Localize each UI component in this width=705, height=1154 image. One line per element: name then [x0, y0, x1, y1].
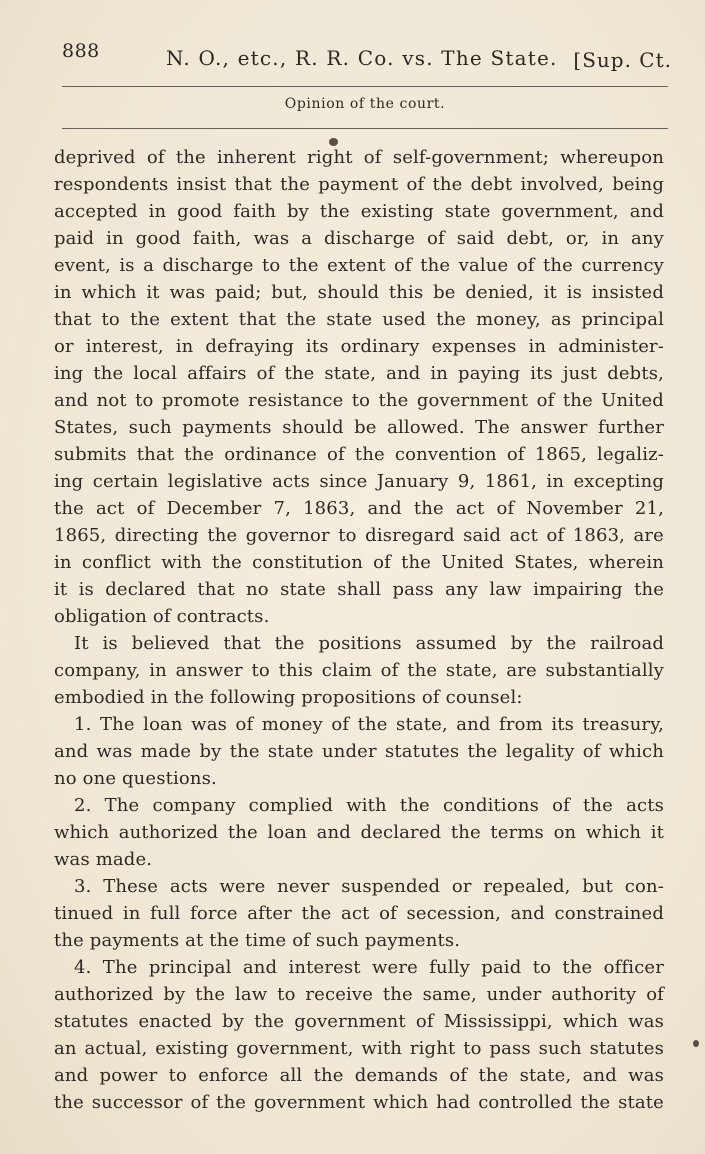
text-line: event, is a discharge to the extent of the value of the currency [54, 255, 664, 276]
page-number: 888 [62, 40, 100, 62]
text-line: paid in good faith, was a discharge of said debt, or, in any [54, 228, 664, 249]
text-line: and not to promote resistance to the government of the United [54, 390, 664, 411]
running-header [62, 40, 672, 74]
text-line: the successor of the government which had controlled the state [54, 1092, 664, 1113]
text-line: accepted in good faith by the existing state government, and [54, 201, 664, 222]
ink-spot [693, 1040, 699, 1047]
text-line: and power to enforce all the demands of the state, and was [54, 1065, 664, 1086]
text-line: which authorized the loan and declared the terms on which it [54, 822, 664, 843]
text-line: obligation of contracts. [54, 606, 270, 627]
text-line: it is declared that no state shall pass any law impairing the [54, 579, 664, 600]
text-line: 4. The principal and interest were fully paid to the officer [74, 957, 664, 978]
text-line: 1865, directing the governor to disregard said act of 1863, are [54, 525, 664, 546]
text-line: submits that the ordinance of the convention of 1865, legaliz- [54, 444, 664, 465]
opinion-text [54, 144, 664, 1116]
text-line: company, in answer to this claim of the state, are substantially [54, 660, 664, 681]
section-label: Opinion of the court. [284, 96, 446, 112]
text-line: ing certain legislative acts since January 9, 1861, in excepting [54, 471, 664, 492]
text-line: statutes enacted by the government of Mississippi, which was [54, 1011, 664, 1032]
text-line: the payments at the time of such payments. [54, 930, 461, 951]
text-line: in conflict with the constitution of the United States, wherein [54, 552, 664, 573]
text-line: deprived of the inherent right of self-government; whereupon [54, 147, 664, 168]
section-rule [62, 128, 668, 129]
text-line: ing the local affairs of the state, and in paying its just debts, [54, 363, 664, 384]
text-line: tinued in full force after the act of secession, and constrained [54, 903, 664, 924]
text-line: authorized by the law to receive the same, under authority of [54, 984, 664, 1005]
text-line: an actual, existing government, with right to pass such statutes [54, 1038, 664, 1059]
text-line: 2. The company complied with the conditions of the acts [74, 795, 664, 816]
text-line: States, such payments should be allowed. The answer further [54, 417, 664, 438]
text-line: and was made by the state under statutes the legality of which [54, 741, 664, 762]
text-line: embodied in the following propositions of counsel: [54, 687, 523, 708]
court-tag: [Sup. Ct. [573, 48, 672, 72]
text-line: was made. [54, 849, 153, 870]
text-line: or interest, in defraying its ordinary expenses in administer- [54, 336, 664, 357]
text-line: no one questions. [54, 768, 217, 789]
ink-spot [329, 138, 338, 146]
text-line: 1. The loan was of money of the state, and from its treasury, [74, 714, 664, 735]
text-line: that to the extent that the state used the money, as principal [54, 309, 664, 330]
text-line: It is believed that the positions assumed by the railroad [74, 633, 664, 654]
text-line: respondents insist that the payment of the debt involved, being [54, 174, 664, 195]
running-title: N. O., etc., R. R. Co. vs. The State. [166, 46, 558, 70]
text-line: in which it was paid; but, should this be denied, it is insisted [54, 282, 664, 303]
text-line: the act of December 7, 1863, and the act of November 21, [54, 498, 664, 519]
header-rule [62, 86, 668, 87]
text-line: 3. These acts were never suspended or repealed, but con- [74, 876, 664, 897]
